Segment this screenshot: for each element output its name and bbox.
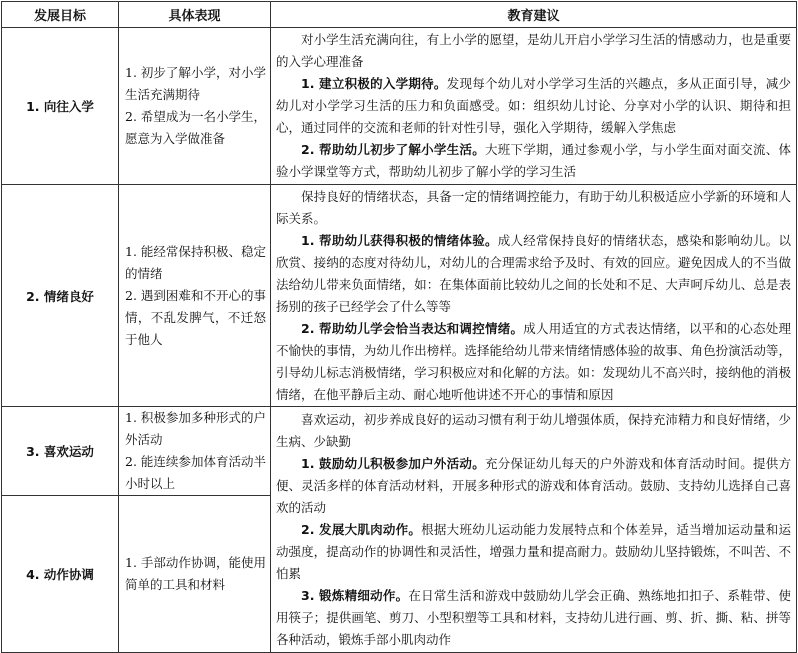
performance-cell (119, 496, 271, 653)
goal-cell: 4. 动作协调 (2, 496, 119, 653)
header-goal: 发展目标 (2, 2, 119, 28)
goal-cell: 1. 向往入学 (2, 28, 119, 185)
advice-item-text: 大班下学期，通过参观小学，与小学生面对面交流、体验小学课堂等方式，帮助幼儿初步了解小学的学习生活 (276, 142, 791, 179)
advice-intro: 喜欢运动，初步养成良好的运动习惯有利于幼儿增强体质，保持充沛精力和良好情绪，少生病、少缺勤 (276, 411, 791, 449)
advice-item (276, 139, 791, 183)
performance-item: 1. 初步了解小学，对小学生活充满期待 (125, 65, 266, 102)
advice-item (276, 230, 791, 318)
advice-item-title: 1. 帮助幼儿获得积极的情绪体验。 (301, 232, 498, 248)
advice-intro: 对小学生活充满向往，有上小学的愿望，是幼儿开启小学学习生活的情感动力，也是重要的入学心理准备 (276, 32, 791, 69)
advice-item-title: 2. 帮助幼儿学会恰当表达和调控情绪。 (301, 320, 524, 336)
advice-item-title: 1. 建立积极的入学期待。 (301, 76, 447, 91)
advice-item (276, 453, 791, 519)
advice-item (276, 519, 791, 585)
performance-cell (119, 28, 271, 185)
performance-item: 2. 希望成为一名小学生，愿意为入学做准备 (125, 109, 266, 146)
table-row (2, 407, 797, 496)
goal-cell: 2. 情绪良好 (2, 185, 119, 407)
advice-item-title: 2. 发展大肌肉动作。 (301, 521, 422, 537)
performance-cell (119, 185, 271, 407)
table-row (2, 185, 797, 407)
performance-item: 2. 遇到困难和不开心的事情，不乱发脾气，不迁怒于他人 (125, 287, 266, 347)
advice-item-text: 发现每个幼儿对小学学习生活的兴趣点，多从正面引导，减少幼儿对小学学习生活的压力和负面感受。如：组织幼儿讨论、分享对小学的认识、期待和担心，通过同伴的交流和老师的针对性引导，强化入学期待，缓解入学焦虑 (276, 76, 791, 135)
advice-item-text: 充分保证幼儿每天的户外游戏和体育活动时间。提供方便、灵活多样的体育活动材料，开展多种形式的游戏和体育活动。鼓励、支持幼儿选择自己喜欢的活动 (276, 455, 791, 515)
advice-item (276, 73, 791, 139)
advice-cell (271, 185, 797, 407)
performance-item: 1. 手部动作协调，能使用简单的工具和材料 (125, 555, 266, 592)
performance-cell (119, 407, 271, 496)
advice-item (276, 585, 791, 651)
header-row (2, 2, 797, 28)
advice-item-title: 1. 鼓励幼儿积极参加户外活动。 (301, 455, 485, 471)
advice-item-title: 3. 锻炼精细动作。 (301, 587, 409, 603)
header-performance: 具体表现 (119, 2, 271, 28)
table-row (2, 28, 797, 185)
advice-intro: 保持良好的情绪状态，具备一定的情绪调控能力，有助于幼儿积极适应小学新的环境和人际关系。 (276, 188, 791, 226)
development-table (1, 1, 797, 653)
advice-item-text: 在日常生活和游戏中鼓励幼儿学会正确、熟练地扣扣子、系鞋带、使用筷子；提供画笔、剪刀、小型积塑等工具和材料，支持幼儿进行画、剪、折、撕、粘、拼等各种活动，锻炼手部小肌肉动作 (276, 587, 791, 647)
performance-item: 1. 能经常保持积极、稳定的情绪 (125, 243, 266, 281)
header-advice: 教育建议 (271, 2, 797, 28)
advice-cell (271, 407, 797, 653)
advice-cell (271, 28, 797, 185)
advice-item-title: 2. 帮助幼儿初步了解小学生活。 (301, 142, 485, 157)
advice-item (276, 318, 791, 406)
advice-item-text: 成人经常保持良好的情绪状态，感染和影响幼儿。以欣赏、接纳的态度对待幼儿，对幼儿的合理需求给予及时、有效的回应。避免因成人的不当做法给幼儿带来负面情绪，如：在集体面前比较幼儿之间的长处和不足、大声呵斥幼儿、总是表扬别的孩子已经学会了什么等等 (276, 232, 791, 314)
advice-item-text: 根据大班幼儿运动能力发展特点和个体差异，适当增加运动量和运动强度，提高动作的协调性和灵活性，增强力量和提高耐力。鼓励幼儿坚持锻炼，不叫苦、不怕累 (276, 521, 791, 581)
advice-item-text: 成人用适宜的方式表达情绪，以平和的心态处理不愉快的事情，为幼儿作出榜样。选择能给幼儿带来情绪情感体验的故事、角色扮演活动等，引导幼儿标志消极情绪，学习积极应对和化解的方法。如：发现幼儿不高兴时，接纳他的消极情绪，在他平静后主动、耐心地听他讲述不开心的事情和原因 (276, 320, 791, 402)
performance-item: 1. 积极参加多种形式的户外活动 (125, 410, 266, 447)
performance-item: 2. 能连续参加体育活动半小时以上 (125, 454, 266, 491)
goal-cell: 3. 喜欢运动 (2, 407, 119, 496)
